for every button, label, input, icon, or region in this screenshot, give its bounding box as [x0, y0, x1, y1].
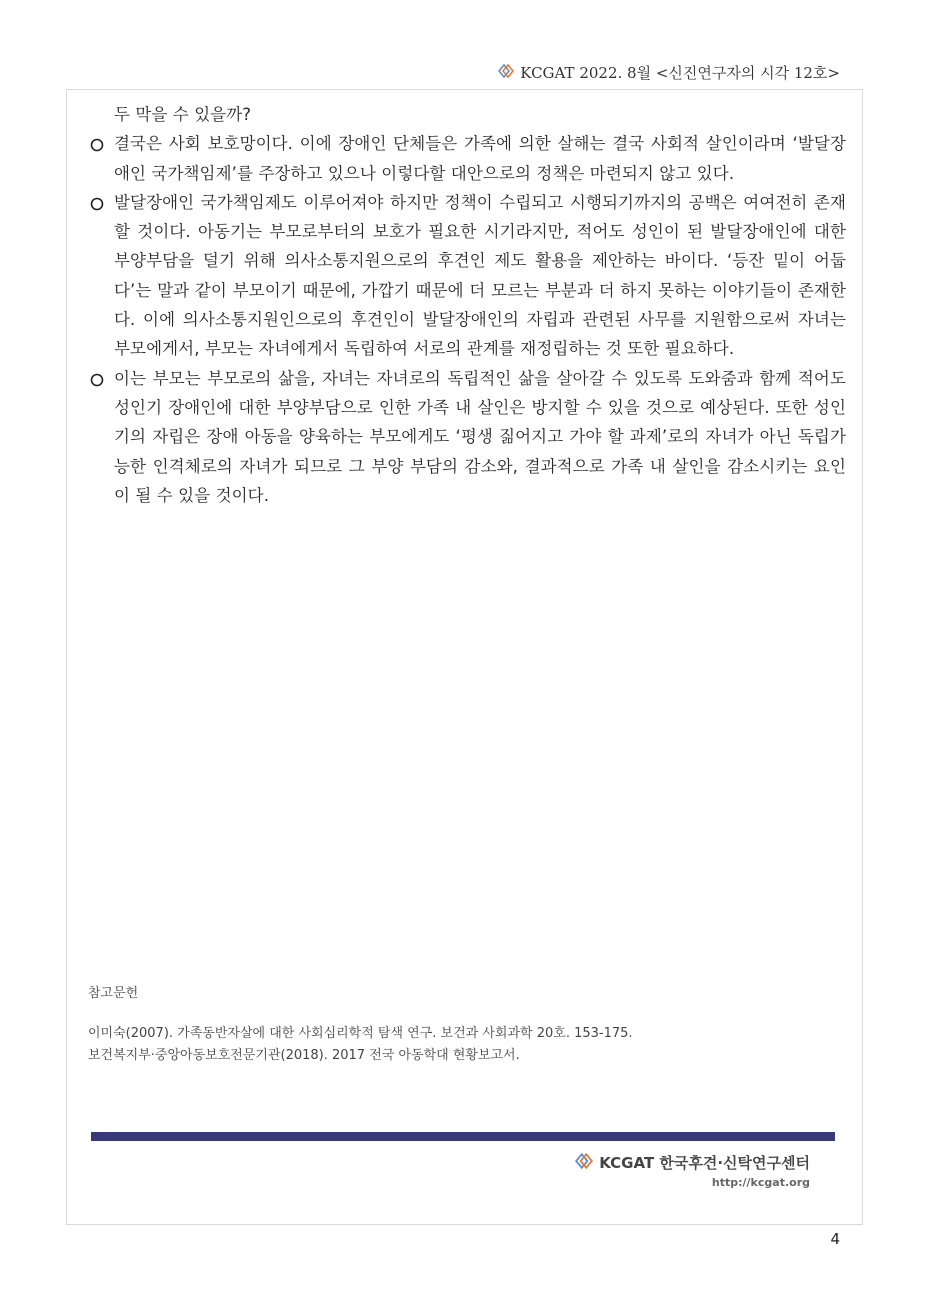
circle-bullet-icon	[86, 129, 114, 158]
bullet-paragraph-3	[86, 364, 846, 510]
header-text: KCGAT 2022. 8월 <신진연구자의 시각 12호>	[520, 64, 840, 82]
circle-bullet-icon	[86, 188, 114, 217]
footer-url[interactable]: http://kcgat.org	[711, 1176, 810, 1189]
reference-item: 이미숙(2007). 가족동반자살에 대한 사회심리학적 탐색 연구. 보건과 사회과학 20호. 153-175.	[88, 1026, 633, 1041]
page-number: 4	[830, 1230, 840, 1248]
kcgat-logo-icon	[498, 64, 514, 82]
continuation-paragraph	[86, 100, 846, 129]
references-section	[88, 982, 633, 1067]
circle-bullet-icon	[86, 364, 114, 393]
references-title: 참고문헌	[88, 986, 139, 1001]
bullet-paragraph-1-text: 결국은 사회 보호망이다. 이에 장애인 단체들은 가족에 의한 살해는 결국 사회적 살인이라며 ‘발달장애인 국가책임제’를 주장하고 있으나 이렇다할 대안으로의 정책은 마련되지 않고 있다.	[114, 134, 846, 183]
footer-divider	[91, 1132, 835, 1141]
bullet-paragraph-2-text: 발달장애인 국가책임제도 이루어져야 하지만 정책이 수립되고 시행되기까지의 공백은 여여전히 존재할 것이다. 아동기는 부모로부터의 보호가 필요한 시기라지만, 적어도 성인이 된 발달장애인에 대한 부양부담을 덜기 위해 의사소통지원으로의 후견인 제도 활용을 제안하는 바이다. ‘등잔 밑이 어둡다’는 말과 같이 부모이기 때문에, 가깝기 때문에 더 모르는 부분과 더 하지 못하는 이야기들이 존재한다. 이에 의사소통지원인으로의 후견인이 발달장애인의 자립과 관련된 사무를 지원함으로써 자녀는 부모에게서, 부모는 자녀에게서 독립하여 서로의 관계를 재정립하는 것 또한 필요하다.	[114, 192, 846, 359]
page-header	[498, 62, 840, 83]
footer-brand	[575, 1152, 810, 1173]
kcgat-logo-icon	[575, 1153, 593, 1173]
continuation-text: 두 막을 수 있을까?	[114, 105, 252, 124]
reference-item: 보건복지부·중앙아동보호전문기관(2018). 2017 전국 아동학대 현황보고서.	[88, 1048, 520, 1063]
body-text	[86, 100, 846, 510]
bullet-paragraph-1	[86, 129, 846, 188]
bullet-paragraph-2	[86, 188, 846, 364]
footer-brand-text: KCGAT 한국후견·신탁연구센터	[599, 1154, 810, 1172]
bullet-paragraph-3-text: 이는 부모는 부모로의 삶을, 자녀는 자녀로의 독립적인 삶을 살아갈 수 있도록 도와줌과 함께 적어도 성인기 장애인에 대한 부양부담으로 인한 가족 내 살인은 방지할 수 있을 것으로 예상된다. 또한 성인기의 자립은 장애 아동을 양육하는 부모에게도 ‘평생 짊어지고 가야 할 과제’로의 자녀가 아닌 독립가능한 인격체로의 자녀가 되므로 그 부양 부담의 감소와, 결과적으로 가족 내 살인을 감소시키는 요인이 될 수 있을 것이다.	[114, 368, 846, 505]
